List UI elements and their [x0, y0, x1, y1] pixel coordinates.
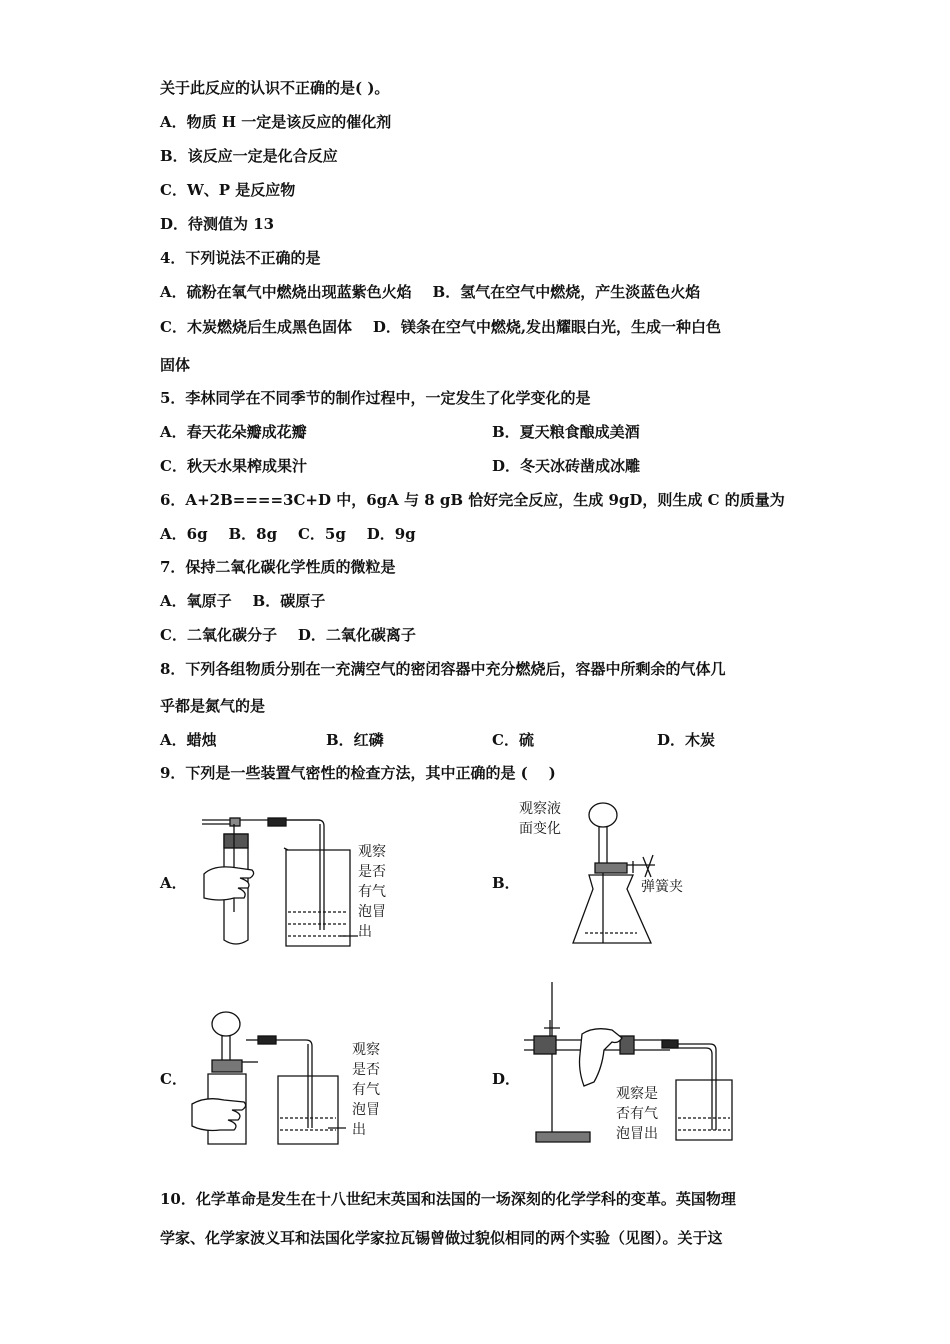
- figure-c-apparatus: [188, 1002, 418, 1156]
- q4-options-cd-cont: 固体: [160, 356, 191, 374]
- figure-b-clip-label: 弹簧夹: [641, 879, 683, 895]
- figure-a-label-3: 有气: [358, 884, 386, 900]
- figure-a-label-1: 观察: [358, 844, 386, 860]
- figure-c-label-2: 是否: [352, 1062, 380, 1078]
- q3-option-d: D．待测值为 13: [160, 215, 275, 233]
- figure-c-label-5: 出: [352, 1122, 366, 1138]
- q3-option-c: C．W、P 是反应物: [160, 181, 296, 199]
- figure-a-label-5: 出: [358, 924, 372, 940]
- q4-options-ab: A．硫粉在氧气中燃烧出现蓝紫色火焰 B．氢气在空气中燃烧，产生淡蓝色火焰: [160, 283, 701, 301]
- figure-d-label-1: 观察是: [616, 1086, 658, 1102]
- q8-stem: 8．下列各组物质分别在一充满空气的密闭容器中充分燃烧后，容器中所剩余的气体几: [160, 660, 726, 678]
- q4-stem: 4．下列说法不正确的是: [160, 249, 321, 267]
- figure-b-label-2: 面变化: [519, 821, 561, 837]
- q4-options-cd: C．木炭燃烧后生成黑色固体 D．镁条在空气中燃烧,发出耀眼白光，生成一种白色: [160, 318, 722, 336]
- q8-option-a: A．蜡烛: [160, 731, 217, 749]
- q9-label-c: C．: [160, 1070, 187, 1088]
- figure-b-label-1: 观察液: [519, 801, 561, 817]
- q5-option-b: B．夏天粮食酿成美酒: [492, 423, 640, 441]
- q8-option-d: D．木炭: [657, 731, 716, 749]
- q8-option-c: C．硫: [492, 731, 534, 749]
- figure-c-label-1: 观察: [352, 1042, 380, 1058]
- q6-options: A．6g B．8g C．5g D．9g: [160, 525, 416, 543]
- figure-b-apparatus: [515, 797, 715, 961]
- q7-options-ab: A．氧原子 B．碳原子: [160, 592, 326, 610]
- q7-options-cd: C．二氧化碳分子 D．二氧化碳离子: [160, 626, 416, 644]
- figure-a-label-2: 是否: [358, 864, 386, 880]
- figure-d-apparatus: [520, 978, 740, 1152]
- q3-option-a: A．物质 H 一定是该反应的催化剂: [160, 113, 392, 131]
- q9-label-d: D．: [492, 1070, 521, 1088]
- q6-stem: 6．A+2B====3C+D 中，6gA 与 8 gB 恰好完全反应，生成 9gD，则生成 C 的质量为: [160, 491, 785, 509]
- q8-option-b: B．红磷: [326, 731, 384, 749]
- q9-stem: 9．下列是一些装置气密性的检查方法，其中正确的是 ( ): [160, 764, 556, 782]
- q7-stem: 7．保持二氧化碳化学性质的微粒是: [160, 558, 396, 576]
- figure-d-label-2: 否有气: [616, 1106, 658, 1122]
- q5-option-a: A．春天花朵瓣成花瓣: [160, 423, 307, 441]
- figure-c-label-4: 泡冒: [352, 1102, 380, 1118]
- figure-a-label-4: 泡冒: [358, 904, 386, 920]
- q8-stem-cont: 乎都是氮气的是: [160, 697, 266, 715]
- q10-line-1: 10．化学革命是发生在十八世纪末英国和法国的一场深刻的化学学科的变革。英国物理: [160, 1190, 736, 1208]
- q3-option-b: B．该反应一定是化合反应: [160, 147, 338, 165]
- q3-stem: 关于此反应的认识不正确的是( )。: [160, 79, 390, 97]
- q5-stem: 5．李林同学在不同季节的制作过程中，一定发生了化学变化的是: [160, 389, 591, 407]
- q9-label-a: A．: [160, 874, 187, 892]
- q10-line-2: 学家、化学家波义耳和法国化学家拉瓦锡曾做过貌似相同的两个实验（见图）。关于这: [160, 1229, 723, 1247]
- figure-a-apparatus: [190, 812, 420, 956]
- figure-d-label-3: 泡冒出: [616, 1126, 658, 1142]
- figure-c-label-3: 有气: [352, 1082, 380, 1098]
- q9-label-b: B．: [492, 874, 520, 892]
- q5-option-d: D．冬天冰砖凿成冰雕: [492, 457, 641, 475]
- q5-option-c: C．秋天水果榨成果汁: [160, 457, 307, 475]
